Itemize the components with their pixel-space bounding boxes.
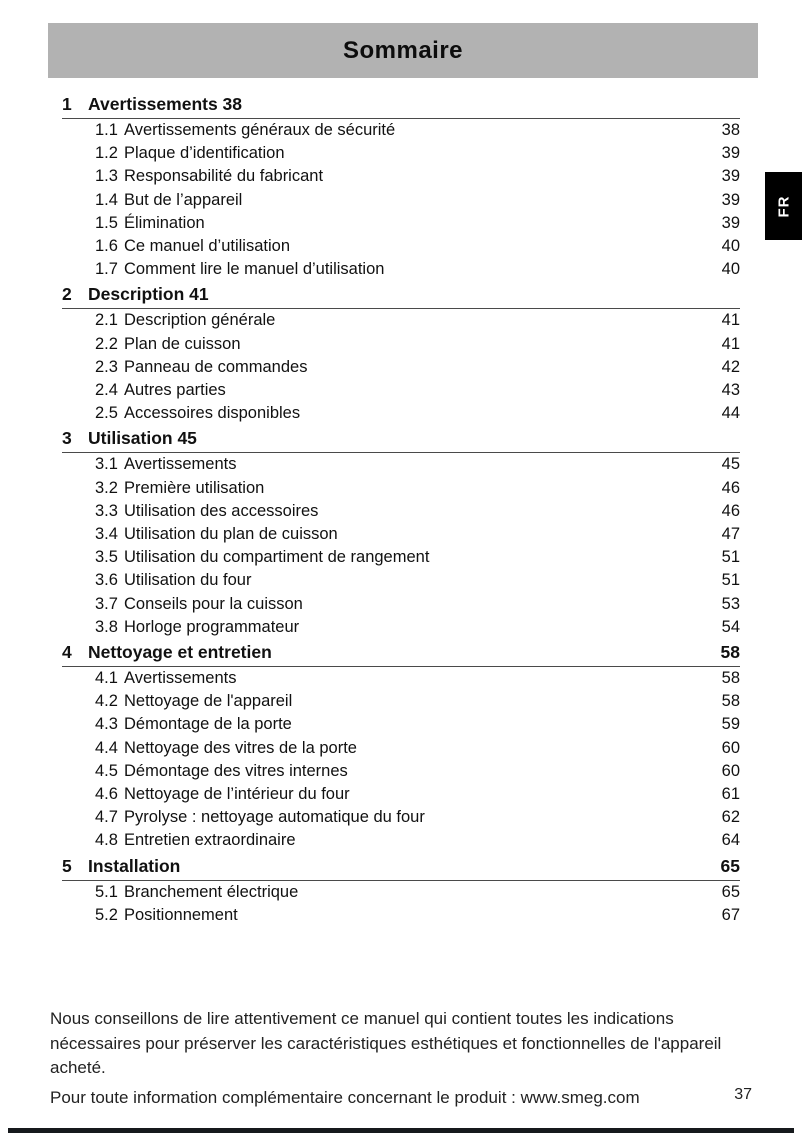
toc-item-page: 41 (721, 311, 740, 330)
toc-item-page: 44 (721, 404, 740, 423)
toc-item-number: 3.1 (95, 455, 118, 474)
toc-item-label: But de l’appareil (124, 190, 243, 209)
section-title: Avertissements 38 (88, 94, 243, 114)
page-title: Sommaire (342, 36, 464, 64)
toc-item-label: Avertissements (124, 669, 237, 688)
toc-item-label: Horloge programmateur (124, 617, 300, 636)
toc-item-label: Première utilisation (124, 478, 265, 497)
toc-item-page: 39 (721, 144, 740, 163)
toc-item-page: 38 (721, 121, 740, 139)
section-items (62, 119, 740, 281)
toc-item-page: 46 (721, 478, 740, 497)
toc-item-label: Responsabilité du fabricant (124, 167, 324, 186)
footer-note-line2: Pour toute information complémentaire concernant le produit : www.smeg.com (50, 1087, 640, 1107)
section-number: 1 (62, 94, 72, 114)
footer-note (50, 1007, 756, 1110)
toc-item-number: 1.3 (95, 167, 118, 186)
toc-item-number: 3.8 (95, 617, 118, 636)
toc-item-label: Panneau de commandes (124, 357, 308, 376)
toc-item-page: 39 (721, 167, 740, 186)
toc-item (62, 333, 740, 356)
toc-item-label: Élimination (124, 213, 205, 232)
toc-item-number: 2.2 (95, 334, 118, 353)
toc-item-number: 4.4 (95, 738, 118, 757)
toc-item-number: 4.5 (95, 761, 118, 780)
language-tab (765, 172, 802, 240)
toc-item-label: Démontage de la porte (124, 715, 292, 734)
toc-item (62, 258, 740, 281)
toc-item-number: 2.5 (95, 404, 118, 423)
toc-item-page: 43 (721, 381, 740, 400)
toc-item (62, 379, 740, 402)
section-title: Nettoyage et entretien (88, 642, 272, 663)
toc-item (62, 453, 740, 476)
section-page: 58 (720, 642, 740, 663)
toc-item (62, 616, 740, 639)
toc-item-number: 3.2 (95, 478, 118, 497)
toc-item-label: Positionnement (124, 905, 238, 924)
toc-item-label: Nettoyage de l’intérieur du four (124, 785, 350, 804)
toc-item-label: Entretien extraordinaire (124, 831, 296, 850)
toc-item-label: Conseils pour la cuisson (124, 594, 303, 613)
toc-item-number: 3.5 (95, 548, 118, 567)
toc-item (62, 713, 740, 736)
toc-section-heading (62, 639, 740, 667)
toc-item-page: 47 (721, 525, 740, 544)
section-number: 5 (62, 855, 72, 876)
toc-item (62, 904, 740, 927)
toc-item (62, 569, 740, 592)
toc-item (62, 500, 740, 523)
section-number: 2 (62, 284, 72, 305)
toc-item-label: Description générale (124, 311, 276, 330)
toc-item-label: Branchement électrique (124, 882, 299, 901)
toc-item-label: Avertissements (124, 455, 237, 474)
toc-item-page: 40 (721, 237, 740, 256)
toc-item (62, 235, 740, 258)
toc-item (62, 523, 740, 546)
section-title: Utilisation 45 (88, 428, 197, 449)
toc-item-label: Démontage des vitres internes (124, 761, 348, 780)
toc-item-number: 5.1 (95, 882, 118, 901)
toc-item (62, 667, 740, 690)
section-number: 3 (62, 428, 72, 449)
toc-item-number: 4.3 (95, 715, 118, 734)
toc-item-number: 3.4 (95, 525, 118, 544)
toc-item-number: 1.4 (95, 190, 118, 209)
toc-item-number: 1.6 (95, 237, 118, 256)
section-items (62, 881, 740, 927)
toc-item (62, 829, 740, 852)
toc-item-label: Autres parties (124, 381, 226, 400)
toc-item-label: Utilisation du plan de cuisson (124, 525, 338, 544)
toc-item-page: 59 (721, 715, 740, 734)
toc-item-page: 39 (721, 190, 740, 209)
toc-item-number: 1.2 (95, 144, 118, 163)
toc-item-page: 65 (721, 882, 740, 901)
toc-item (62, 737, 740, 760)
toc-item-number: 4.2 (95, 692, 118, 711)
section-page: 65 (720, 855, 740, 876)
toc-item-number: 1.7 (95, 260, 118, 279)
section-number: 4 (62, 642, 72, 663)
toc-item-page: 46 (721, 501, 740, 520)
toc-item-page: 61 (721, 785, 740, 804)
toc-item-label: Pyrolyse : nettoyage automatique du four (124, 808, 425, 827)
toc-item (62, 142, 740, 165)
toc-item (62, 760, 740, 783)
bottom-rule-bar (8, 1128, 794, 1133)
toc-item (62, 402, 740, 425)
toc-item-page: 58 (721, 692, 740, 711)
page-number: 37 (734, 1086, 752, 1103)
toc-section-heading (62, 425, 740, 453)
toc-item (62, 309, 740, 332)
toc-item-number: 4.8 (95, 831, 118, 850)
toc-item (62, 189, 740, 212)
toc-item-page: 62 (721, 808, 740, 827)
toc-item (62, 212, 740, 235)
toc-item (62, 119, 740, 142)
toc-item-number: 3.7 (95, 594, 118, 613)
title-banner (48, 23, 758, 78)
toc-item (62, 356, 740, 379)
toc-item-page: 67 (721, 905, 740, 924)
toc-item-number: 2.3 (95, 357, 118, 376)
toc-item-label: Nettoyage des vitres de la porte (124, 738, 357, 757)
toc-section-heading (62, 853, 740, 881)
toc-item-label: Utilisation des accessoires (124, 501, 319, 520)
toc-item (62, 783, 740, 806)
toc-section-heading (62, 281, 740, 309)
toc-item-number: 1.5 (95, 213, 118, 232)
toc-item-number: 2.4 (95, 381, 118, 400)
toc-item (62, 881, 740, 904)
toc-item-number: 3.3 (95, 501, 118, 520)
toc-item-number: 3.6 (95, 571, 118, 590)
toc-item (62, 690, 740, 713)
footer-note-line1: Nous conseillons de lire attentivement ce manuel qui contient toutes les indications nécessaires pour préserver les caractéristiques esthétiques et fonctionnelles de l'appareil acheté. (50, 1009, 722, 1077)
toc-item-number: 2.1 (95, 311, 118, 330)
toc-section (62, 639, 740, 853)
toc (62, 91, 740, 927)
toc-item (62, 546, 740, 569)
toc-item-page: 41 (721, 334, 740, 353)
language-tab-label: FR (775, 195, 792, 217)
toc-item-label: Plan de cuisson (124, 334, 241, 353)
toc-item-page: 60 (721, 761, 740, 780)
toc-section (62, 91, 740, 281)
toc-item-label: Avertissements généraux de sécurité (124, 121, 396, 139)
toc-item-page: 39 (721, 213, 740, 232)
section-title: Installation (88, 855, 181, 876)
toc-item-number: 4.1 (95, 669, 118, 688)
section-items (62, 667, 740, 853)
toc-item-page: 60 (721, 738, 740, 757)
toc-item-label: Utilisation du four (124, 571, 252, 590)
toc-item-label: Nettoyage de l'appareil (124, 692, 293, 711)
toc-item-page: 40 (721, 260, 740, 279)
toc-item-page: 51 (721, 548, 740, 567)
section-title: Description 41 (88, 284, 209, 305)
toc-item-label: Plaque d’identification (124, 144, 285, 163)
toc-item (62, 806, 740, 829)
toc-item-page: 51 (721, 571, 740, 590)
toc-item-page: 53 (721, 594, 740, 613)
toc-item (62, 477, 740, 500)
toc-item-number: 4.6 (95, 785, 118, 804)
toc-item (62, 165, 740, 188)
toc-item-page: 45 (721, 455, 740, 474)
section-items (62, 453, 740, 639)
toc-item (62, 593, 740, 616)
toc-item-number: 5.2 (95, 905, 118, 924)
toc-item-number: 1.1 (95, 121, 118, 139)
toc-section (62, 425, 740, 639)
toc-item-label: Accessoires disponibles (124, 404, 301, 423)
toc-section-heading (62, 91, 740, 119)
toc-item-page: 42 (721, 357, 740, 376)
toc-item-label: Utilisation du compartiment de rangement (124, 548, 430, 567)
toc-section (62, 853, 740, 927)
toc-section (62, 281, 740, 425)
toc-item-page: 54 (721, 617, 740, 636)
toc-item-page: 58 (721, 669, 740, 688)
toc-item-number: 4.7 (95, 808, 118, 827)
toc-item-label: Ce manuel d’utilisation (124, 237, 291, 256)
toc-item-page: 64 (721, 831, 740, 850)
section-items (62, 309, 740, 425)
toc-item-label: Comment lire le manuel d’utilisation (124, 260, 385, 279)
